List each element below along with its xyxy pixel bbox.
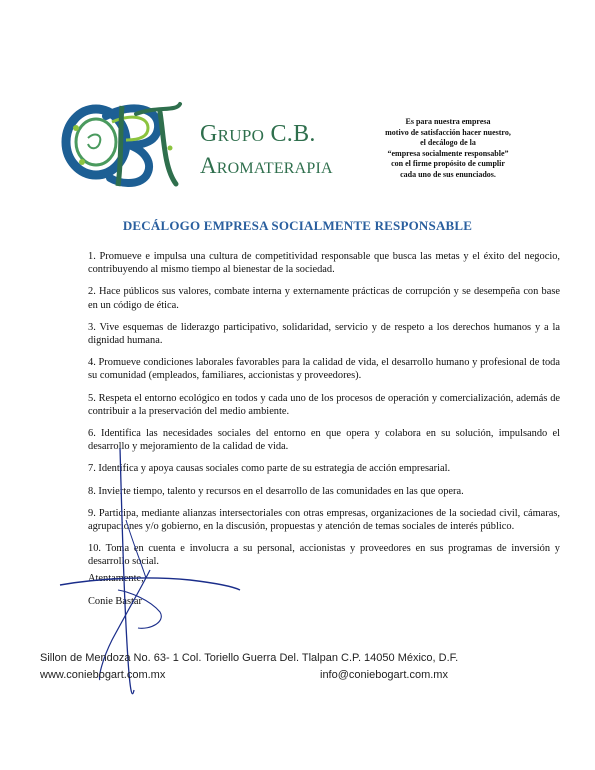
intro-statement — [368, 117, 528, 181]
intro-line: Es para nuestra empresa — [405, 117, 491, 126]
decalogue-list — [88, 250, 560, 578]
intro-line: motivo de satisfacción hacer nuestro, — [385, 127, 511, 137]
closing-block — [88, 572, 144, 618]
decalogue-item: 8. Invierte tiempo, talento y recursos en el desarrollo de las comunidades en las que opera. — [88, 485, 464, 497]
decalogue-item: 4. Promueve condiciones laborales favorables para la calidad de vida, el desarrollo humano y profesional de toda su comunidad (empleados, familiares, accionistas y proveedores). — [88, 357, 560, 382]
intro-line: con el firme propósito de cumplir — [391, 159, 505, 169]
company-name: Grupo C.B. — [200, 121, 316, 147]
company-logo — [60, 98, 185, 188]
signer-name: Conie Bastar — [88, 596, 142, 607]
decalogue-item: 7. Identifica y apoya causas sociales como parte de su estrategia de acción empresarial. — [88, 463, 451, 475]
footer-address: Sillon de Mendoza No. 63- 1 Col. Toriello Guerra Del. Tlalpan C.P. 14050 México, D.F. — [40, 652, 459, 664]
decalogue-item: 1. Promueve e impulsa una cultura de competitividad responsable que busca las metas y el éxito del negocio, contribuyendo al mismo tiempo al bienestar de la sociedad. — [88, 251, 560, 276]
intro-line: “empresa socialmente responsable” — [387, 148, 509, 158]
decalogue-item: 5. Respeta el entorno ecológico en todos y cada uno de los procesos de operación y comercialización, además de contribuir a la preservación del medio ambiente. — [88, 392, 560, 417]
footer-website: www.coniebogart.com.mx — [40, 669, 166, 681]
intro-line: el decálogo de la — [420, 138, 476, 148]
footer-email: info@coniebogart.com.mx — [320, 669, 448, 681]
intro-line: cada uno de sus enunciados. — [400, 169, 496, 179]
decalogue-item: 6. Identifica las necesidades sociales del entorno en que opera y colabora en su solución, impulsando el desarrollo y mejoramiento de la calidad de vida. — [88, 428, 560, 453]
document-title: DECÁLOGO EMPRESA SOCIALMENTE RESPONSABLE — [122, 218, 473, 233]
decalogue-item: 9. Participa, mediante alianzas intersectoriales con otras empresas, organizaciones de la sociedad civil, cámaras, agrupaciones y/o gobierno, en la discusión, propuestas y atención de temas sociales de interés público. — [88, 507, 560, 533]
decalogue-item: 3. Vive esquemas de liderazgo participativo, solidaridad, servicio y de respeto a los derechos humanos y a la dignidad humana. — [88, 321, 560, 347]
decalogue-item: 10. Toma en cuenta e involucra a su personal, accionistas y proveedores en sus programas de inversión y desarrollo social. — [88, 543, 560, 568]
decalogue-item: 2. Hace públicos sus valores, combate interna y externamente prácticas de corrupción y se desempeña con base en un código de ética. — [88, 286, 560, 311]
company-name-block — [200, 122, 333, 177]
company-subtitle: Aromaterapia — [200, 153, 333, 178]
salutation: Atentamente, — [88, 573, 144, 584]
